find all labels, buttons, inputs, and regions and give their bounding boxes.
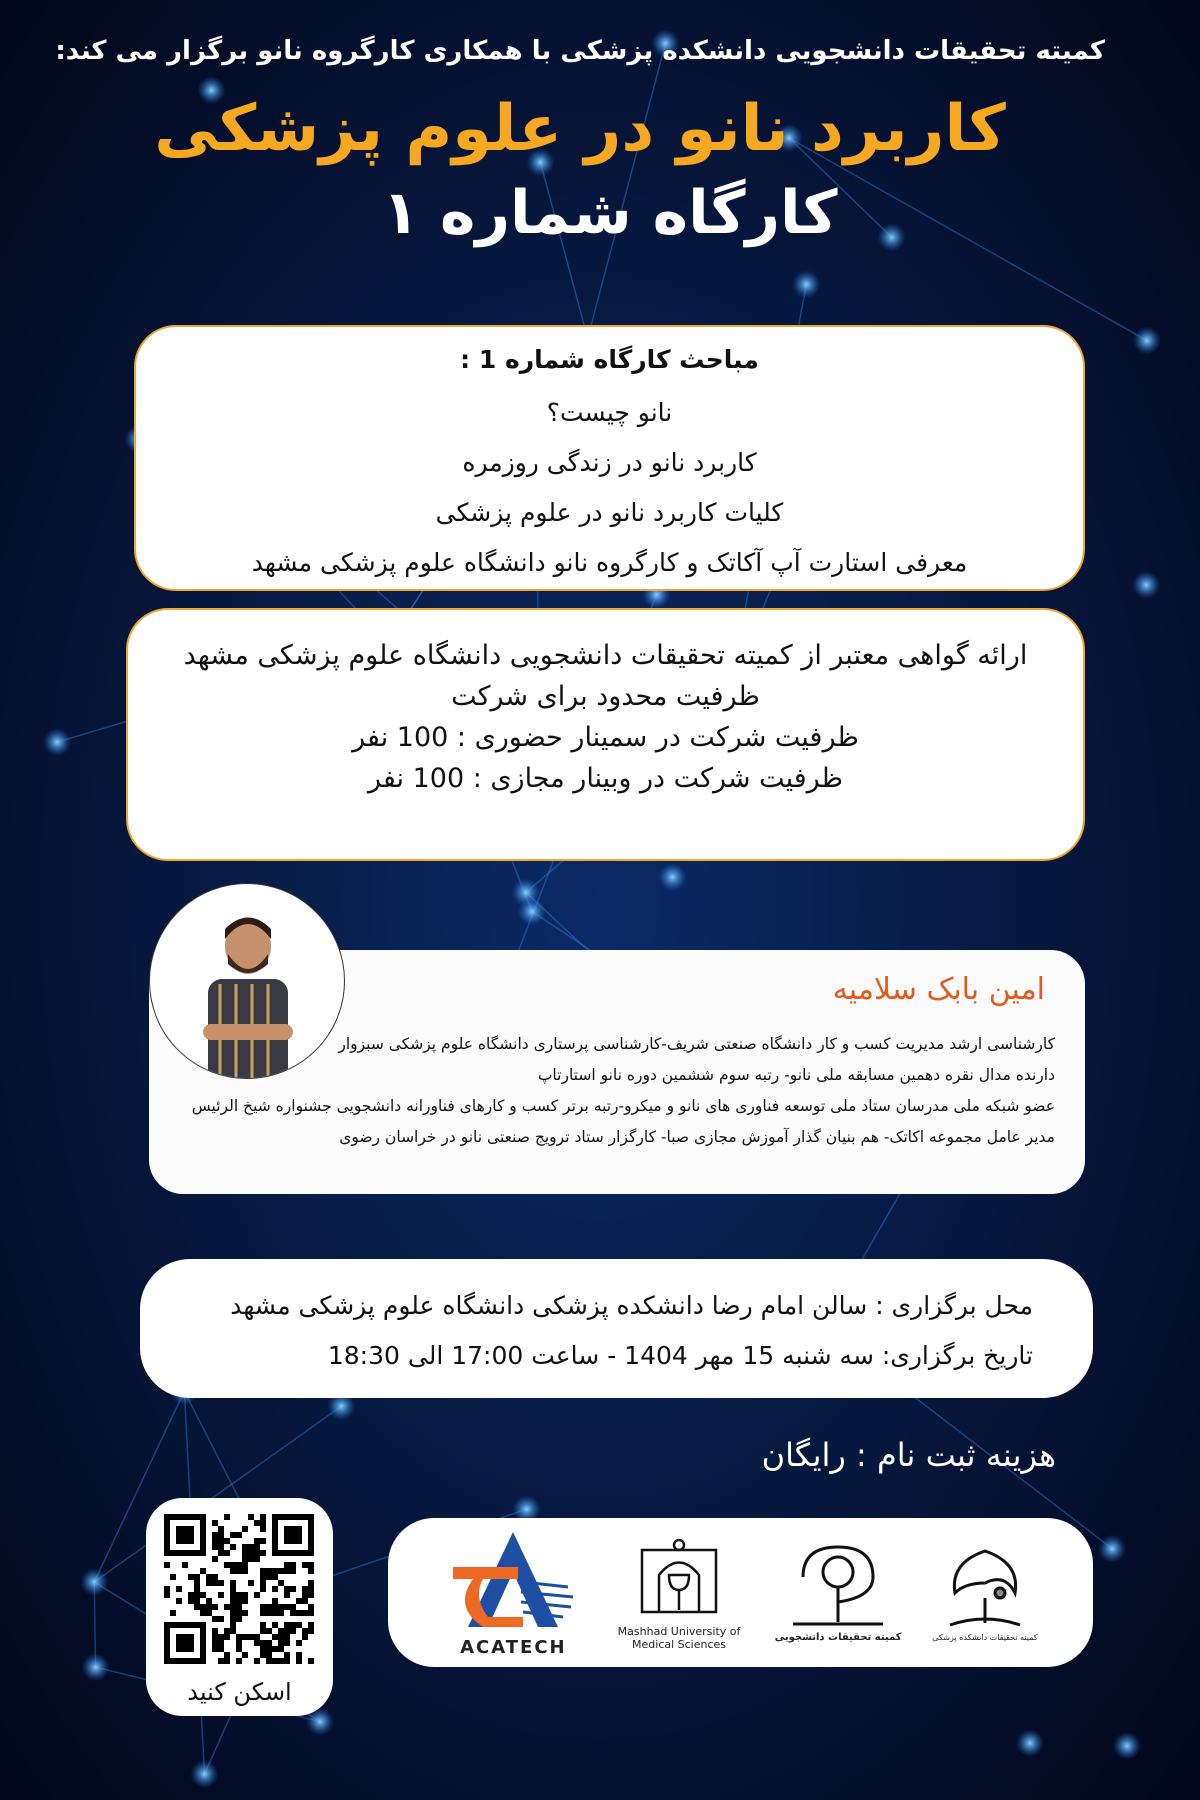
speaker-bio-line: کارشناسی ارشد مدیریت کسب و کار دانشگاه صنعتی شریف-کارشناسی پرستاری دانشگاه علوم پزشکی سبزوار [338,1035,1055,1053]
speaker-bio-line: مدیر عامل مجموعه اکاتک- هم بنیان گذار آموزش مجازی صبا- کارگزار ستاد ترویج صنعتی نانو در خراسان رضوی [339,1128,1055,1146]
event-location: محل برگزاری : سالن امام رضا دانشکده پزشکی دانشگاه علوم پزشکی مشهد [230,1291,1033,1320]
info-line: ظرفیت شرکت در وبینار مجازی : 100 نفر [367,763,844,794]
info-box [126,608,1085,861]
info-line: ارائه گواهی معتبر از کمیته تحقیقات دانشجویی دانشگاه علوم پزشکی مشهد [183,640,1028,671]
med-logo-text: کمیته تحقیقات دانشکده پزشکی [932,1633,1038,1642]
event-datetime: تاریخ برگزاری: سه شنبه 15 مهر 1404 - ساعت 17:00 الی 18:30 [327,1341,1033,1370]
mums-logo-text: Mashhad University of Medical Sciences [617,1624,741,1651]
info-line: ظرفیت محدود برای شرکت [451,681,760,712]
speaker-name: امین بابک سلامیه [832,972,1045,1007]
topic-item: کلیات کاربرد نانو در علوم پزشکی [435,498,784,527]
qr-code[interactable] [164,1514,314,1664]
qr-box[interactable] [146,1498,333,1716]
sponsor-logos [388,1518,1093,1667]
topics-heading: مباحث کارگاه شماره 1 : [460,345,759,374]
topic-item: کاربرد نانو در زندگی روزمره [462,448,757,477]
page-subtitle: کارگاه شماره ۱ [382,178,838,248]
topics-box [134,325,1085,591]
speaker-bio-line: دارنده مدال نقره دهمین مسابقه ملی نانو- رتبه سوم ششمین دوره نانو استارتاپ [537,1066,1055,1084]
topic-item: معرفی استارت آپ آکاتک و کارگروه نانو دانشگاه علوم پزشکی مشهد [251,548,968,577]
medical-school-committee-logo [932,1543,1037,1642]
acatech-logo-text: ACATECH [460,1637,567,1658]
speaker-photo [149,883,345,1079]
info-line: ظرفیت شرکت در سمینار حضوری : 100 نفر [352,722,859,753]
registration-fee: هزینه ثبت نام : رایگان [761,1436,1056,1474]
mums-logo [614,1535,744,1651]
topic-item: نانو چیست؟ [546,398,673,427]
speaker-bio-line: عضو شبکه ملی مدرسان ستاد ملی توسعه فناوری های نانو و میکرو-رتبه برتر کسب و کارهای فناورانه دانشجویی جشنواره شیخ الرئیس [191,1097,1055,1115]
event-details-box [140,1259,1093,1398]
src-logo-text: کمیته تحقیقات دانشجویی [774,1632,902,1643]
acatech-logo [443,1527,583,1658]
intro-text: کمیته تحقیقات دانشجویی دانشکده پزشکی با همکاری کارگروه نانو برگزار می کند: [55,36,1105,66]
qr-label: اسکن کنید [187,1678,292,1706]
page-title: کاربرد نانو در علوم پزشکی [154,92,1006,166]
student-research-committee-logo [775,1542,902,1643]
